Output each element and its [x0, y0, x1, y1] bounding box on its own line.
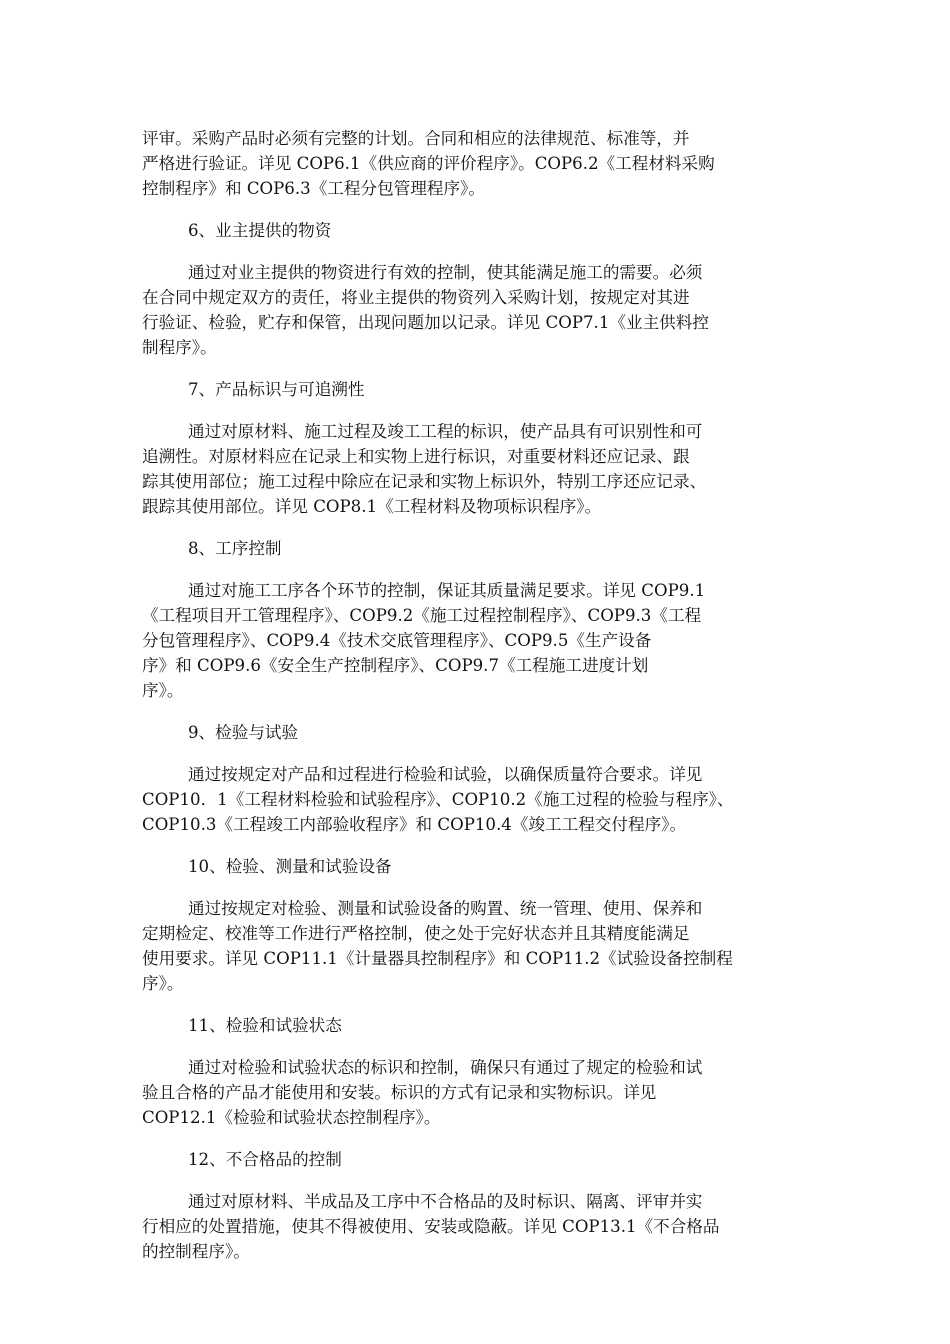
paragraph-line: COP10．1《工程材料检验和试验程序》、COP10.2《施工过程的检验与程序》、 — [142, 790, 734, 809]
paragraph-line: 序》和 COP9.6《安全生产控制程序》、COP9.7《工程施工进度计划 — [142, 656, 649, 675]
section-heading: 11、检验和试验状态 — [188, 1016, 342, 1035]
paragraph-line: 追溯性。对原材料应在记录上和实物上进行标识，对重要材料还应记录、跟 — [142, 447, 690, 466]
paragraph-line: 通过按规定对检验、测量和试验设备的购置、统一管理、使用、保养和 — [188, 899, 703, 918]
paragraph-line: 严格进行验证。详见 COP6.1《供应商的评价程序》。COP6.2《工程材料采购 — [142, 154, 715, 173]
section-heading: 6、业主提供的物资 — [188, 221, 332, 240]
document-body — [142, 126, 808, 1281]
paragraph-line: 分包管理程序》、COP9.4《技术交底管理程序》、COP9.5《生产设备 — [142, 631, 652, 650]
paragraph — [142, 419, 808, 519]
paragraph-line: 制程序》。 — [142, 338, 217, 357]
paragraph-line: 使用要求。详见 COP11.1《计量器具控制程序》和 COP11.2《试验设备控制程 — [142, 949, 733, 968]
paragraph — [142, 126, 808, 201]
paragraph-line: 通过对施工工序各个环节的控制，保证其质量满足要求。详见 COP9.1 — [188, 581, 706, 600]
paragraph-line: 定期检定、校准等工作进行严格控制，使之处于完好状态并且其精度能满足 — [142, 924, 690, 943]
paragraph-line: 通过对原材料、半成品及工序中不合格品的及时标识、隔离、评审并实 — [188, 1192, 703, 1211]
section-heading: 8、工序控制 — [188, 539, 282, 558]
paragraph-line: 跟踪其使用部位。详见 COP8.1《工程材料及物项标识程序》。 — [142, 497, 602, 516]
paragraph-line: 评审。采购产品时必须有完整的计划。合同和相应的法律规范、标准等，并 — [142, 129, 690, 148]
paragraph-line: 控制程序》和 COP6.3《工程分包管理程序》。 — [142, 179, 485, 198]
section-heading: 12、不合格品的控制 — [188, 1150, 342, 1169]
paragraph-line: 通过对检验和试验状态的标识和控制，确保只有通过了规定的检验和试 — [188, 1058, 703, 1077]
paragraph-line: 通过对业主提供的物资进行有效的控制，使其能满足施工的需要。必须 — [188, 263, 703, 282]
paragraph-line: 《工程项目开工管理程序》、COP9.2《施工过程控制程序》、COP9.3《工程 — [142, 606, 702, 625]
paragraph-line: COP10.3《工程竣工内部验收程序》和 COP10.4《竣工工程交付程序》。 — [142, 815, 687, 834]
paragraph-line: 行验证、检验，贮存和保管，出现问题加以记录。详见 COP7.1《业主供料控 — [142, 313, 709, 332]
paragraph-line: 在合同中规定双方的责任，将业主提供的物资列入采购计划，按规定对其进 — [142, 288, 690, 307]
paragraph — [142, 1055, 808, 1130]
paragraph — [142, 1189, 808, 1264]
paragraph — [142, 578, 808, 703]
paragraph-line: COP12.1《检验和试验状态控制程序》。 — [142, 1108, 441, 1127]
paragraph-line: 验且合格的产品才能使用和安装。标识的方式有记录和实物标识。详见 — [142, 1083, 657, 1102]
paragraph-line: 序》。 — [142, 681, 184, 700]
paragraph — [142, 762, 808, 837]
paragraph-line: 行相应的处置措施，使其不得被使用、安装或隐蔽。详见 COP13.1《不合格品 — [142, 1217, 720, 1236]
paragraph-line: 的控制程序》。 — [142, 1242, 250, 1261]
section-heading: 7、产品标识与可追溯性 — [188, 380, 365, 399]
paragraph-line: 序》。 — [142, 974, 184, 993]
section-heading: 10、检验、测量和试验设备 — [188, 857, 392, 876]
paragraph — [142, 896, 808, 996]
paragraph-line: 通过按规定对产品和过程进行检验和试验，以确保质量符合要求。详见 — [188, 765, 703, 784]
paragraph-line: 踪其使用部位；施工过程中除应在记录和实物上标识外，特别工序还应记录、 — [142, 472, 707, 491]
paragraph — [142, 260, 808, 360]
paragraph-line: 通过对原材料、施工过程及竣工工程的标识，使产品具有可识别性和可 — [188, 422, 703, 441]
section-heading: 9、检验与试验 — [188, 723, 299, 742]
